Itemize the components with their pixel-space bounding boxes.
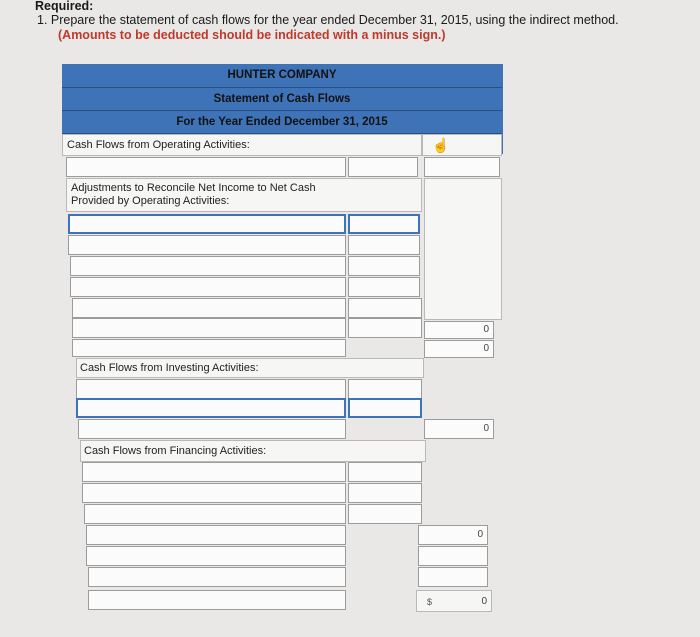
- adjustment-row-5-amount[interactable]: [348, 298, 422, 318]
- net-change-amount-input[interactable]: [418, 546, 488, 566]
- investing-row-1-amount[interactable]: [348, 379, 422, 399]
- investing-net-total: 0: [483, 423, 489, 434]
- adjustment-row-4-label[interactable]: [70, 277, 346, 297]
- adjustment-row-6-amount[interactable]: [348, 318, 422, 338]
- financing-header-row: [80, 440, 426, 462]
- financing-row-2-label[interactable]: [82, 483, 346, 503]
- beginning-cash-amount-input[interactable]: [418, 567, 488, 587]
- financing-net-total: 0: [477, 529, 483, 540]
- operating-right-column: [424, 178, 502, 320]
- ending-cash-total-cell: [416, 590, 492, 612]
- operating-net-label-input[interactable]: [72, 339, 346, 357]
- required-label: Required:: [35, 0, 94, 13]
- investing-net-cell: [424, 419, 494, 439]
- investing-header-row: [76, 358, 424, 378]
- operating-label: Cash Flows from Operating Activities:: [67, 139, 250, 151]
- financing-row-2-amount[interactable]: [348, 483, 422, 503]
- hand-pointer-icon: ☝: [432, 137, 450, 153]
- adjustments-total: 0: [483, 324, 489, 335]
- operating-net-cell: [424, 340, 494, 358]
- adjustment-row-6-label[interactable]: [72, 318, 346, 338]
- currency-symbol: $: [427, 597, 433, 607]
- investing-row-2-label[interactable]: [76, 398, 346, 418]
- instruction-text: 1. Prepare the statement of cash flows for the year ended December 31, 2015, using the indirect method.: [37, 13, 619, 27]
- adjustment-row-5-label[interactable]: [72, 298, 346, 318]
- financing-row-1-amount[interactable]: [348, 462, 422, 482]
- adjustments-total-cell: [424, 321, 494, 339]
- instruction-note: (Amounts to be deducted should be indicated with a minus sign.): [58, 28, 446, 42]
- net-change-label-input[interactable]: [86, 546, 346, 566]
- ending-cash-label-input[interactable]: [88, 590, 346, 610]
- financing-row-1-label[interactable]: [82, 462, 346, 482]
- adjustments-header: [66, 178, 422, 212]
- adjustments-label-2: Provided by Operating Activities:: [71, 195, 230, 207]
- operating-header-amount: [422, 134, 502, 156]
- operating-net-total: 0: [483, 343, 489, 354]
- investing-net-label-input[interactable]: [78, 419, 346, 439]
- adjustment-row-3-amount[interactable]: [348, 256, 420, 276]
- investing-label: Cash Flows from Investing Activities:: [80, 362, 259, 374]
- financing-row-3-amount[interactable]: [348, 504, 422, 524]
- adjustment-row-2-amount[interactable]: [348, 235, 420, 255]
- operating-header-row: [62, 134, 422, 156]
- statement-title: Statement of Cash Flows: [62, 88, 502, 111]
- investing-row-1-label[interactable]: [76, 379, 346, 399]
- beginning-cash-label-input[interactable]: [88, 567, 346, 587]
- statement-period: For the Year Ended December 31, 2015: [62, 111, 502, 134]
- company-name: HUNTER COMPANY: [62, 64, 502, 88]
- adjustment-row-4-amount[interactable]: [348, 277, 420, 297]
- financing-net-cell: [418, 525, 488, 545]
- adjustment-row-1-amount[interactable]: [348, 214, 420, 234]
- net-income-label-input[interactable]: [66, 157, 346, 177]
- ending-cash-total: 0: [481, 596, 487, 607]
- financing-row-3-label[interactable]: [84, 504, 346, 524]
- investing-row-2-amount[interactable]: [348, 398, 422, 418]
- financing-label: Cash Flows from Financing Activities:: [84, 445, 267, 457]
- net-income-amount-input[interactable]: [424, 157, 500, 177]
- adjustment-row-1-label[interactable]: [68, 214, 346, 234]
- net-income-mid-input[interactable]: [348, 157, 418, 177]
- adjustments-label-1: Adjustments to Reconcile Net Income to Net Cash: [71, 182, 316, 194]
- adjustment-row-2-label[interactable]: [68, 235, 346, 255]
- financing-net-label-input[interactable]: [86, 525, 346, 545]
- adjustment-row-3-label[interactable]: [70, 256, 346, 276]
